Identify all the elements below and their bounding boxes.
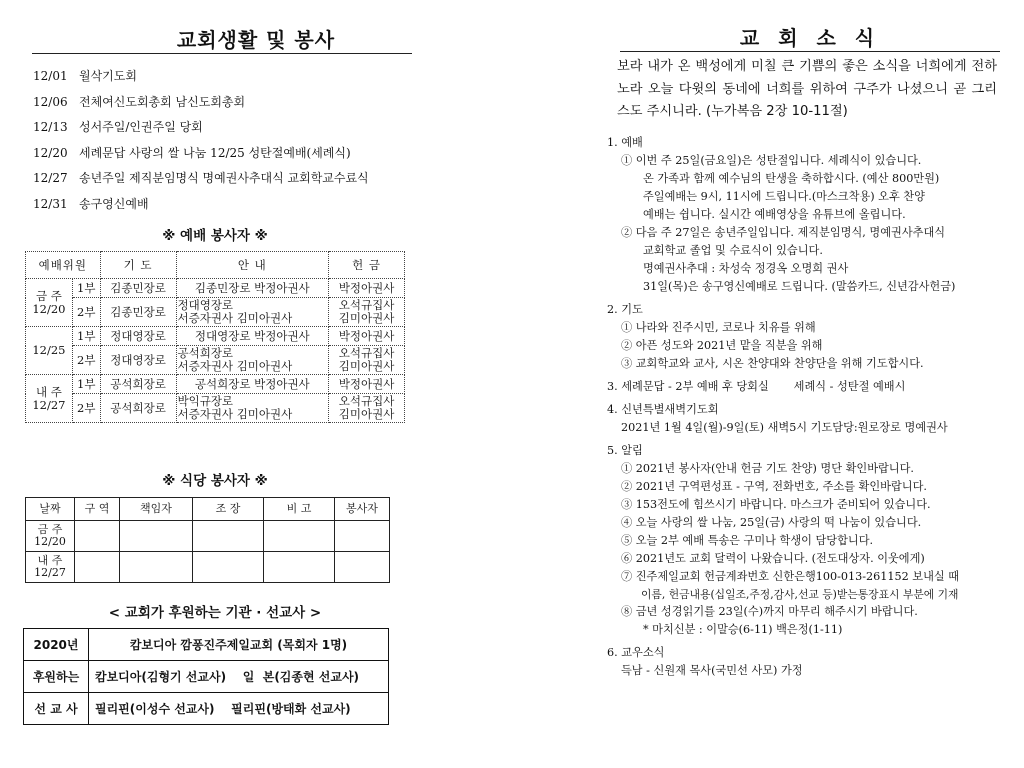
right-page-title: 교 회 소 식: [739, 26, 881, 50]
usher-cell: 박익규장로 서증자권사 김미아권사: [176, 394, 329, 423]
worship-volunteers-table: [25, 251, 405, 423]
service-part: 1부: [72, 375, 100, 394]
mission-entry: 필리핀(이성수 선교사) 필리핀(방태화 선교사): [89, 693, 389, 725]
schedule-list: [33, 64, 503, 218]
offering-cell: 박정아권사: [329, 327, 405, 346]
news-item: 2021년 1월 4일(월)-9일(토) 새벽5시 기도담당:원로장로 명예권사: [621, 421, 948, 434]
service-part: 1부: [72, 279, 100, 298]
service-part: 2부: [72, 394, 100, 423]
col-header: 비 고: [264, 498, 335, 521]
table-row: [26, 279, 405, 298]
news-item: 득남 - 신원재 목사(국민선 사모) 가정: [621, 664, 803, 677]
schedule-item: [33, 64, 503, 90]
schedule-item: [33, 90, 503, 116]
usher-cell: 김종민장로 박정아권사: [176, 279, 329, 298]
col-header: 조 장: [193, 498, 264, 521]
usher-cell: 정대영장로 서증자권사 김미아권사: [176, 298, 329, 327]
offering-cell: 오석규집사 김미아권사: [329, 346, 405, 375]
church-news: [607, 129, 1012, 680]
schedule-item: [33, 141, 503, 167]
service-part: 2부: [72, 298, 100, 327]
news-item: ① 나라와 진주시민, 코로나 치유를 위해: [621, 321, 816, 334]
news-item: ④ 오늘 사랑의 쌀 나눔, 25일(금) 사랑의 떡 나눔이 있습니다.: [621, 516, 922, 529]
dining-volunteers-table: [25, 497, 390, 583]
dining-date: 내 주 12/27: [26, 552, 75, 583]
col-header: 날짜: [26, 498, 75, 521]
table-row: [24, 661, 389, 693]
col-header: 책임자: [120, 498, 193, 521]
table-row: [24, 629, 389, 661]
col-header: 예배위원: [26, 252, 101, 279]
table-row: [26, 346, 405, 375]
left-page-title: 교회생활 및 봉사: [176, 28, 336, 52]
table-row: [24, 693, 389, 725]
news-item: ⑤ 오늘 2부 예배 특송은 구미나 학생이 담당합니다.: [621, 534, 874, 547]
usher-cell: 정대영장로 박정아권사: [176, 327, 329, 346]
table-row: [26, 394, 405, 423]
news-section-title: 2. 기도: [607, 303, 643, 316]
prayer-cell: 공석희장로: [100, 394, 176, 423]
schedule-date: 12/27: [33, 171, 68, 186]
news-item-cont: 이름, 헌금내용(십일조,주정,감사,선교 등)받는통장표시 부분에 기재: [641, 588, 959, 601]
schedule-text: 성서주일/인권주일 당회: [79, 120, 203, 135]
schedule-text: 전체여신도회총회 남신도회총회: [79, 94, 246, 109]
week-label: 금 주 12/20: [26, 279, 73, 327]
table-row: [26, 521, 390, 552]
table-row: [26, 375, 405, 394]
scripture-verse: 보라 내가 온 백성에게 미칠 큰 기쁨의 좋은 소식을 너희에게 전하노라 오늘 다윗의 동네에 너희를 위하여 구주가 나셨으니 곧 그리스도 주시니라. (누가복음 2장 10-11절): [617, 59, 997, 119]
offering-cell: 박정아권사: [329, 375, 405, 394]
news-section-title: 5. 알림: [607, 444, 643, 457]
news-section-title: 4. 신년특별새벽기도회: [607, 403, 719, 416]
news-section-title: 1. 예배: [607, 136, 643, 149]
table-row: [26, 552, 390, 583]
schedule-text: 송구영신예배: [79, 196, 149, 211]
news-item: ② 2021년 구역편성표 - 구역, 전화번호, 주소를 확인바랍니다.: [621, 480, 927, 493]
schedule-date: 12/01: [33, 69, 68, 83]
week-label: 12/25: [26, 327, 73, 375]
table-row: [26, 327, 405, 346]
col-header: 구 역: [75, 498, 120, 521]
schedule-date: 12/06: [33, 94, 68, 109]
schedule-text: 월삭기도회: [79, 69, 137, 83]
dining-volunteers-heading: ※ 식당 봉사자 ※: [162, 473, 268, 489]
news-item: ① 이번 주 25일(금요일)은 성탄절입니다. 세례식이 있습니다.: [621, 154, 922, 167]
schedule-date: 12/20: [33, 145, 68, 160]
news-section-title: 3. 세례문답 - 2부 예배 후 당회실 세례식 - 성탄절 예배시: [607, 380, 906, 393]
news-item: ① 2021년 봉사자(안내 헌금 기도 찬양) 명단 확인바랍니다.: [621, 462, 914, 475]
prayer-cell: 김종민장로: [100, 279, 176, 298]
news-item-cont: 주일예배는 9시, 11시에 드립니다.(마스크착용) 오후 찬양: [643, 190, 925, 203]
news-item: ② 아픈 성도와 2021년 맡을 직분을 위해: [621, 339, 823, 352]
schedule-text: 송년주일 제직분임명식 명예권사추대식 교회학교수료식: [79, 171, 369, 186]
mission-entry: 캄보디아 깜퐁진주제일교회 (목회자 1명): [89, 629, 389, 661]
service-part: 1부: [72, 327, 100, 346]
news-item-cont: * 마치신분 : 이말승(6-11) 백은정(1-11): [643, 623, 843, 636]
mission-label: 2020년: [24, 629, 89, 661]
usher-cell: 공석희장로 박정아권사: [176, 375, 329, 394]
news-item: ③ 교회학교와 교사, 시온 찬양대와 찬양단을 위해 기도합시다.: [621, 357, 924, 370]
col-header: 기 도: [100, 252, 176, 279]
news-item-cont: 명예권사추대 : 차성숙 정경옥 오명희 권사: [643, 262, 849, 275]
schedule-item: [33, 166, 503, 192]
usher-cell: 공석희장로 서증자권사 김미아권사: [176, 346, 329, 375]
worship-volunteers-heading: ※ 예배 봉사자 ※: [162, 228, 268, 244]
news-item: ② 다음 주 27일은 송년주일입니다. 제직분임명식, 명예권사추대식: [621, 226, 946, 239]
prayer-cell: 김종민장로: [100, 298, 176, 327]
mission-heading: < 교회가 후원하는 기관 · 선교사 >: [108, 605, 322, 621]
news-item: ⑥ 2021년도 교회 달력이 나왔습니다. (전도대상자. 이웃에게): [621, 552, 925, 565]
news-item-cont: 교회학교 졸업 및 수료식이 있습니다.: [643, 244, 823, 257]
service-part: 2부: [72, 346, 100, 375]
prayer-cell: 공석희장로: [100, 375, 176, 394]
schedule-item: [33, 115, 503, 141]
title-underline: [620, 51, 1000, 52]
schedule-text: 세례문답 사랑의 쌀 나눔 12/25 성탄절예배(세례식): [79, 145, 351, 160]
mission-label: 후원하는: [24, 661, 89, 693]
mission-entry: 캄보디아(김형기 선교사) 일 본(김종현 선교사): [89, 661, 389, 693]
mission-support-table: [23, 628, 389, 725]
col-header: 봉사자: [335, 498, 390, 521]
news-item-cont: 온 가족과 함께 예수님의 탄생을 축하합시다. (예산 800만원): [643, 172, 940, 185]
news-item: ③ 153전도에 힘쓰시기 바랍니다. 마스크가 준비되어 있습니다.: [621, 498, 931, 511]
schedule-date: 12/31: [33, 196, 68, 211]
offering-cell: 오석규집사 김미아권사: [329, 394, 405, 423]
news-item: ⑦ 진주제일교회 헌금계좌번호 신한은행100-013-261152 보내실 때: [621, 570, 960, 583]
title-underline: [32, 53, 412, 54]
week-label: 내 주 12/27: [26, 375, 73, 423]
news-item-cont: 예배는 쉽니다. 실시간 예배영상을 유튜브에 올립니다.: [643, 208, 906, 221]
prayer-cell: 정대영장로: [100, 346, 176, 375]
prayer-cell: 정대영장로: [100, 327, 176, 346]
news-item: ⑧ 금년 성경읽기를 23일(수)까지 마무리 해주시기 바랍니다.: [621, 605, 918, 618]
schedule-item: [33, 192, 503, 218]
col-header: 헌 금: [329, 252, 405, 279]
news-item-cont: 31일(목)은 송구영신예배로 드립니다. (말씀카드, 신년감사헌금): [643, 280, 956, 293]
offering-cell: 오석규집사 김미아권사: [329, 298, 405, 327]
table-row: [26, 298, 405, 327]
dining-date: 금 주 12/20: [26, 521, 75, 552]
news-section-title: 6. 교우소식: [607, 646, 665, 659]
offering-cell: 박정아권사: [329, 279, 405, 298]
col-header: 안 내: [176, 252, 329, 279]
mission-label: 선 교 사: [24, 693, 89, 725]
schedule-date: 12/13: [33, 120, 68, 135]
